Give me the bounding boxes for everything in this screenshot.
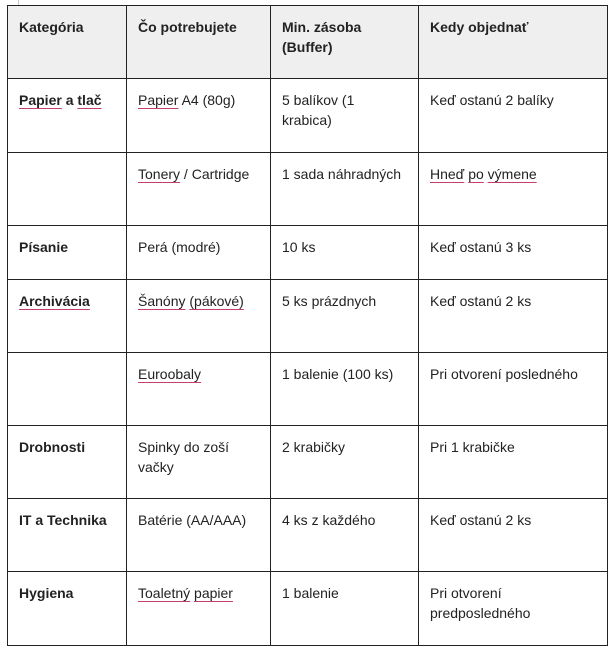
header-buffer: Min. zásoba (Buffer) [271, 6, 419, 79]
cell-when: Keď ostanú 2 ks [419, 280, 608, 353]
spellcheck-word: výmene [487, 166, 537, 182]
cell-category: IT a Technika [8, 499, 127, 572]
cell-item [127, 280, 271, 353]
spellcheck-word: Hneď [430, 166, 465, 182]
cell-buffer: 4 ks z každého [271, 499, 419, 572]
table-row [8, 280, 608, 353]
cell-buffer: 5 ks prázdnych [271, 280, 419, 353]
cell-buffer: 10 ks [271, 226, 419, 280]
spellcheck-word: Toaletný [138, 585, 191, 601]
supplies-table [7, 5, 608, 646]
cell-buffer: 1 balenie (100 ks) [271, 353, 419, 426]
cell-category: Písanie [8, 226, 127, 280]
header-when: Kedy objednať [419, 6, 608, 79]
cell-when: Keď ostanú 2 ks [419, 499, 608, 572]
cell-category: Hygiena [8, 572, 127, 646]
spellcheck-word: po [468, 166, 484, 182]
spellcheck-word: tlač [77, 92, 102, 108]
header-row [8, 6, 608, 79]
cell-item: Papier A4 (80g) [127, 79, 271, 153]
cell-buffer: 1 sada náhradných [271, 153, 419, 226]
cell-category [8, 153, 127, 226]
spellcheck-word: papier [194, 585, 233, 601]
table-row [8, 153, 608, 226]
cell-item [127, 353, 271, 426]
table-row [8, 79, 608, 153]
spellcheck-word: Šanóny [138, 293, 186, 309]
cell-when: Pri otvorení posledného [419, 353, 608, 426]
table-row [8, 572, 608, 646]
spellcheck-word: Tonery [138, 166, 181, 182]
cell-item: Tonery / Cartridge [127, 153, 271, 226]
cell-buffer: 5 balíkov (1 krabica) [271, 79, 419, 153]
cell-buffer: 2 krabičky [271, 426, 419, 499]
cell-when: Keď ostanú 2 balíky [419, 79, 608, 153]
cell-category [8, 280, 127, 353]
cell-item: Spinky do zoší vačky [127, 426, 271, 499]
spellcheck-word: Papier [19, 92, 62, 108]
cell-item: Perá (modré) [127, 226, 271, 280]
spellcheck-word: Archivácia [19, 293, 90, 309]
cell-buffer: 1 balenie [271, 572, 419, 646]
cell-when: Pri otvorení predposledného [419, 572, 608, 646]
table-row [8, 226, 608, 280]
cell-item [127, 572, 271, 646]
spellcheck-word: (pákové) [189, 293, 244, 309]
header-category: Kategória [8, 6, 127, 79]
cell-category: Drobnosti [8, 426, 127, 499]
table-row [8, 426, 608, 499]
cell-category: Papier a tlač [8, 79, 127, 153]
cell-when: Keď ostanú 3 ks [419, 226, 608, 280]
spellcheck-word: Euroobaly [138, 366, 202, 382]
cell-when: Pri 1 krabičke [419, 426, 608, 499]
spellcheck-word: Papier [138, 92, 179, 108]
cell-category [8, 353, 127, 426]
table-row [8, 353, 608, 426]
table-row [8, 499, 608, 572]
header-item: Čo potrebujete [127, 6, 271, 79]
cell-when [419, 153, 608, 226]
cell-item: Batérie (AA/AAA) [127, 499, 271, 572]
